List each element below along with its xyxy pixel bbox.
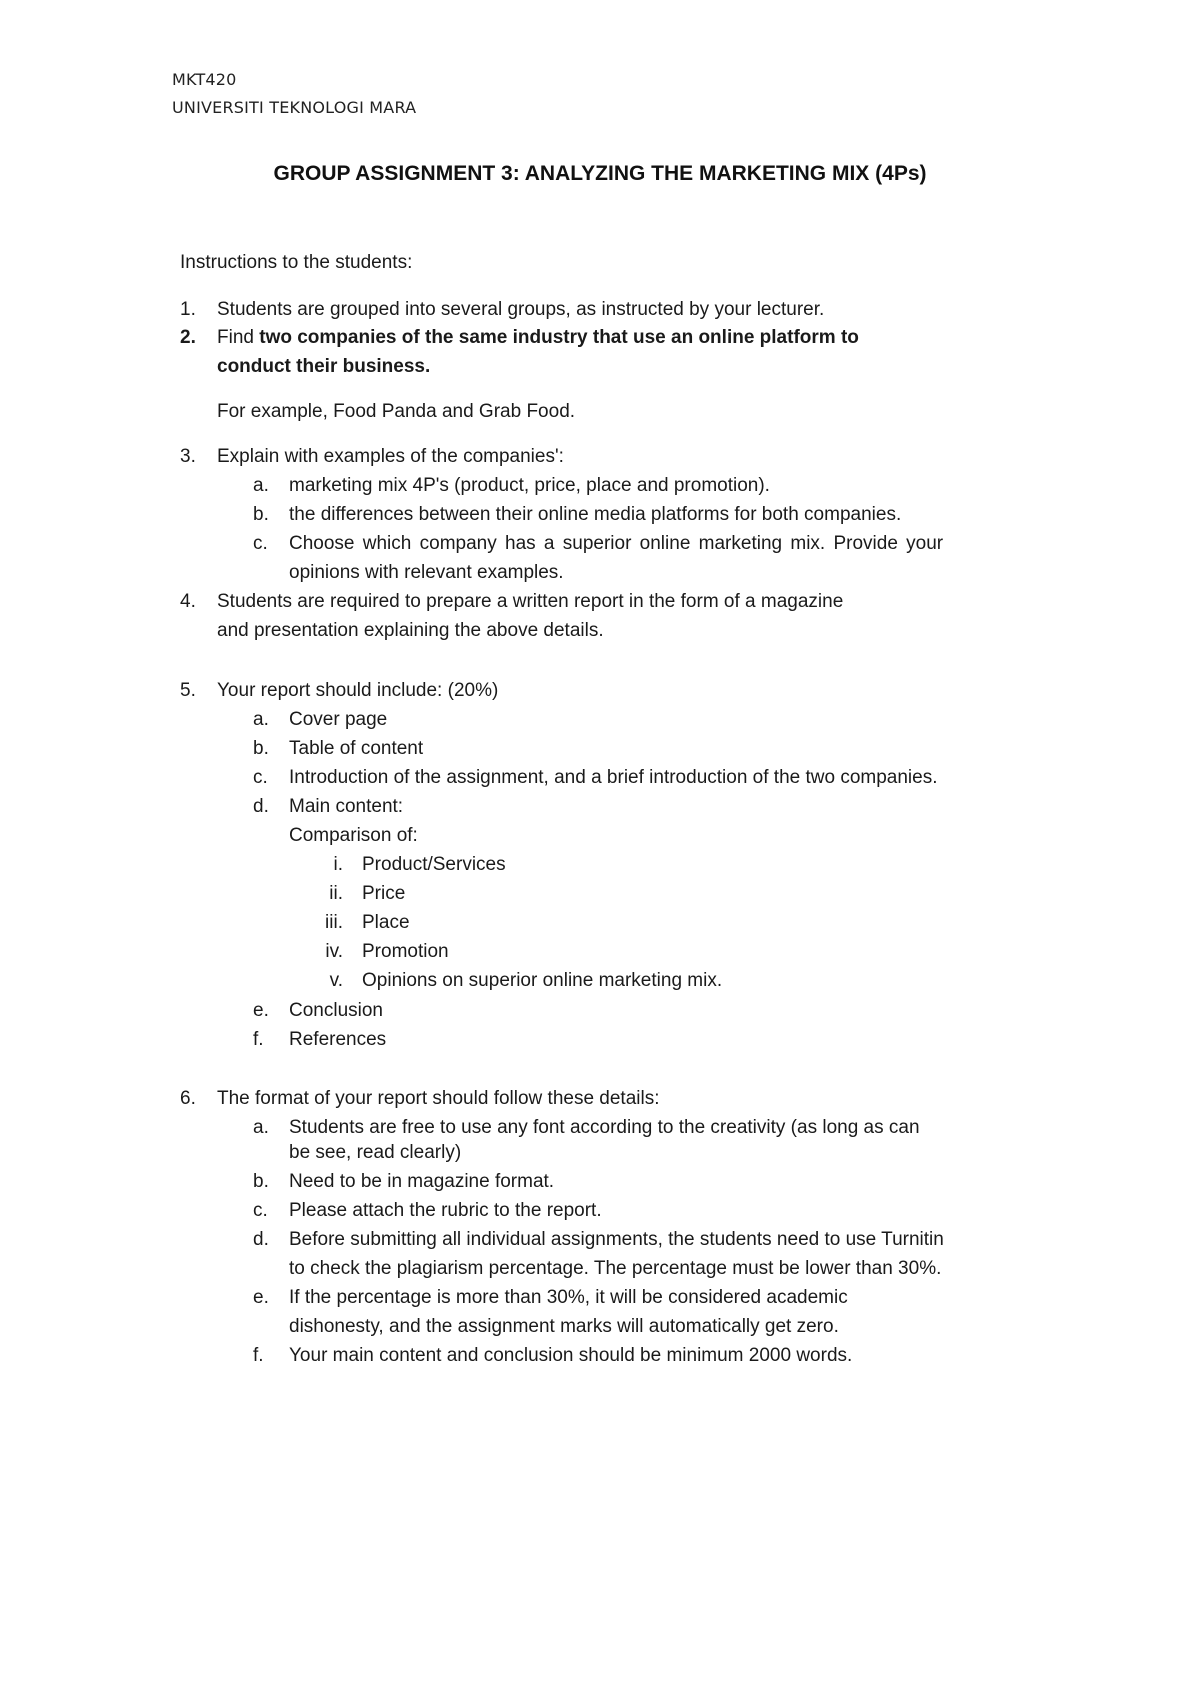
item-3-number: 3. [180, 446, 196, 467]
item-4-line-1: Students are required to prepare a written report in the form of a magazine [217, 591, 844, 612]
item-5d-i-text: Product/Services [362, 854, 506, 875]
item-5-text: Your report should include: (20%) [217, 680, 499, 701]
item-6f-text: Your main content and conclusion should be minimum 2000 words. [289, 1345, 853, 1366]
item-5d-ii-number: ii. [329, 883, 343, 904]
item-3c-line-1: Choose which company has a superior online marketing mix. Provide your [289, 533, 944, 554]
item-6-text: The format of your report should follow these details: [217, 1088, 660, 1109]
item-6b-letter: b. [253, 1171, 269, 1192]
item-6d-letter: d. [253, 1229, 269, 1250]
item-5d-sub: Comparison of: [289, 825, 418, 846]
item-2-number: 2. [180, 327, 196, 348]
item-4-number: 4. [180, 591, 196, 612]
item-3c-line-2: opinions with relevant examples. [289, 562, 564, 583]
item-6a-line-1: Students are free to use any font according to the creativity (as long as can [289, 1117, 920, 1138]
item-6a-line-2: be see, read clearly) [289, 1142, 462, 1163]
item-5b-text: Table of content [289, 738, 424, 759]
item-4-line-2: and presentation explaining the above details. [217, 620, 604, 641]
item-3-text: Explain with examples of the companies': [217, 446, 564, 467]
item-2-bold-text: two companies of the same industry that use an online platform to [259, 327, 859, 348]
item-5e-letter: e. [253, 1000, 269, 1021]
item-5e-text: Conclusion [289, 1000, 383, 1021]
item-5d-i-number: i. [333, 854, 343, 875]
item-6d-line-1: Before submitting all individual assignments, the students need to use Turnitin [289, 1229, 944, 1250]
item-5-number: 5. [180, 680, 196, 701]
item-5d-v-text: Opinions on superior online marketing mix. [362, 970, 723, 991]
item-2-line-1 [217, 327, 859, 349]
item-6-number: 6. [180, 1088, 196, 1109]
item-5f-text: References [289, 1029, 387, 1050]
item-5c-text: Introduction of the assignment, and a brief introduction of the two companies. [289, 767, 938, 788]
item-2-example: For example, Food Panda and Grab Food. [217, 401, 576, 422]
item-5c-letter: c. [253, 767, 268, 788]
item-6c-text: Please attach the rubric to the report. [289, 1200, 602, 1221]
item-6b-text: Need to be in magazine format. [289, 1171, 555, 1192]
item-2-line-2: conduct their business. [217, 356, 431, 377]
university-name: UNIVERSITI TEKNOLOGI MARA [172, 98, 417, 117]
item-6e-line-2: dishonesty, and the assignment marks will automatically get zero. [289, 1316, 839, 1337]
item-3b-letter: b. [253, 504, 269, 525]
item-5d-letter: d. [253, 796, 269, 817]
course-code: MKT420 [172, 70, 237, 89]
item-3a-text: marketing mix 4P's (product, price, place and promotion). [289, 475, 770, 496]
item-3a-letter: a. [253, 475, 269, 496]
item-5d-iv-text: Promotion [362, 941, 449, 962]
item-3b-text: the differences between their online media platforms for both companies. [289, 504, 902, 525]
item-5d-iv-number: iv. [325, 941, 343, 962]
item-6e-letter: e. [253, 1287, 269, 1308]
item-6f-letter: f. [253, 1345, 264, 1366]
item-6a-letter: a. [253, 1117, 269, 1138]
item-2-prefix: Find [217, 327, 260, 348]
item-5d-text: Main content: [289, 796, 404, 817]
instructions-intro: Instructions to the students: [180, 252, 413, 273]
item-5d-iii-text: Place [362, 912, 410, 933]
item-1-number: 1. [180, 299, 196, 320]
item-5a-text: Cover page [289, 709, 388, 730]
item-6d-line-2: to check the plagiarism percentage. The percentage must be lower than 30%. [289, 1258, 942, 1279]
item-5b-letter: b. [253, 738, 269, 759]
item-5f-letter: f. [253, 1029, 264, 1050]
item-5d-ii-text: Price [362, 883, 406, 904]
item-3c-letter: c. [253, 533, 268, 554]
item-5a-letter: a. [253, 709, 269, 730]
item-5d-iii-number: iii. [325, 912, 343, 933]
item-6e-line-1: If the percentage is more than 30%, it will be considered academic [289, 1287, 848, 1308]
item-5d-v-number: v. [329, 970, 343, 991]
item-6c-letter: c. [253, 1200, 268, 1221]
assignment-title: GROUP ASSIGNMENT 3: ANALYZING THE MARKETING MIX (4Ps) [273, 162, 927, 185]
item-1-text: Students are grouped into several groups, as instructed by your lecturer. [217, 299, 825, 320]
